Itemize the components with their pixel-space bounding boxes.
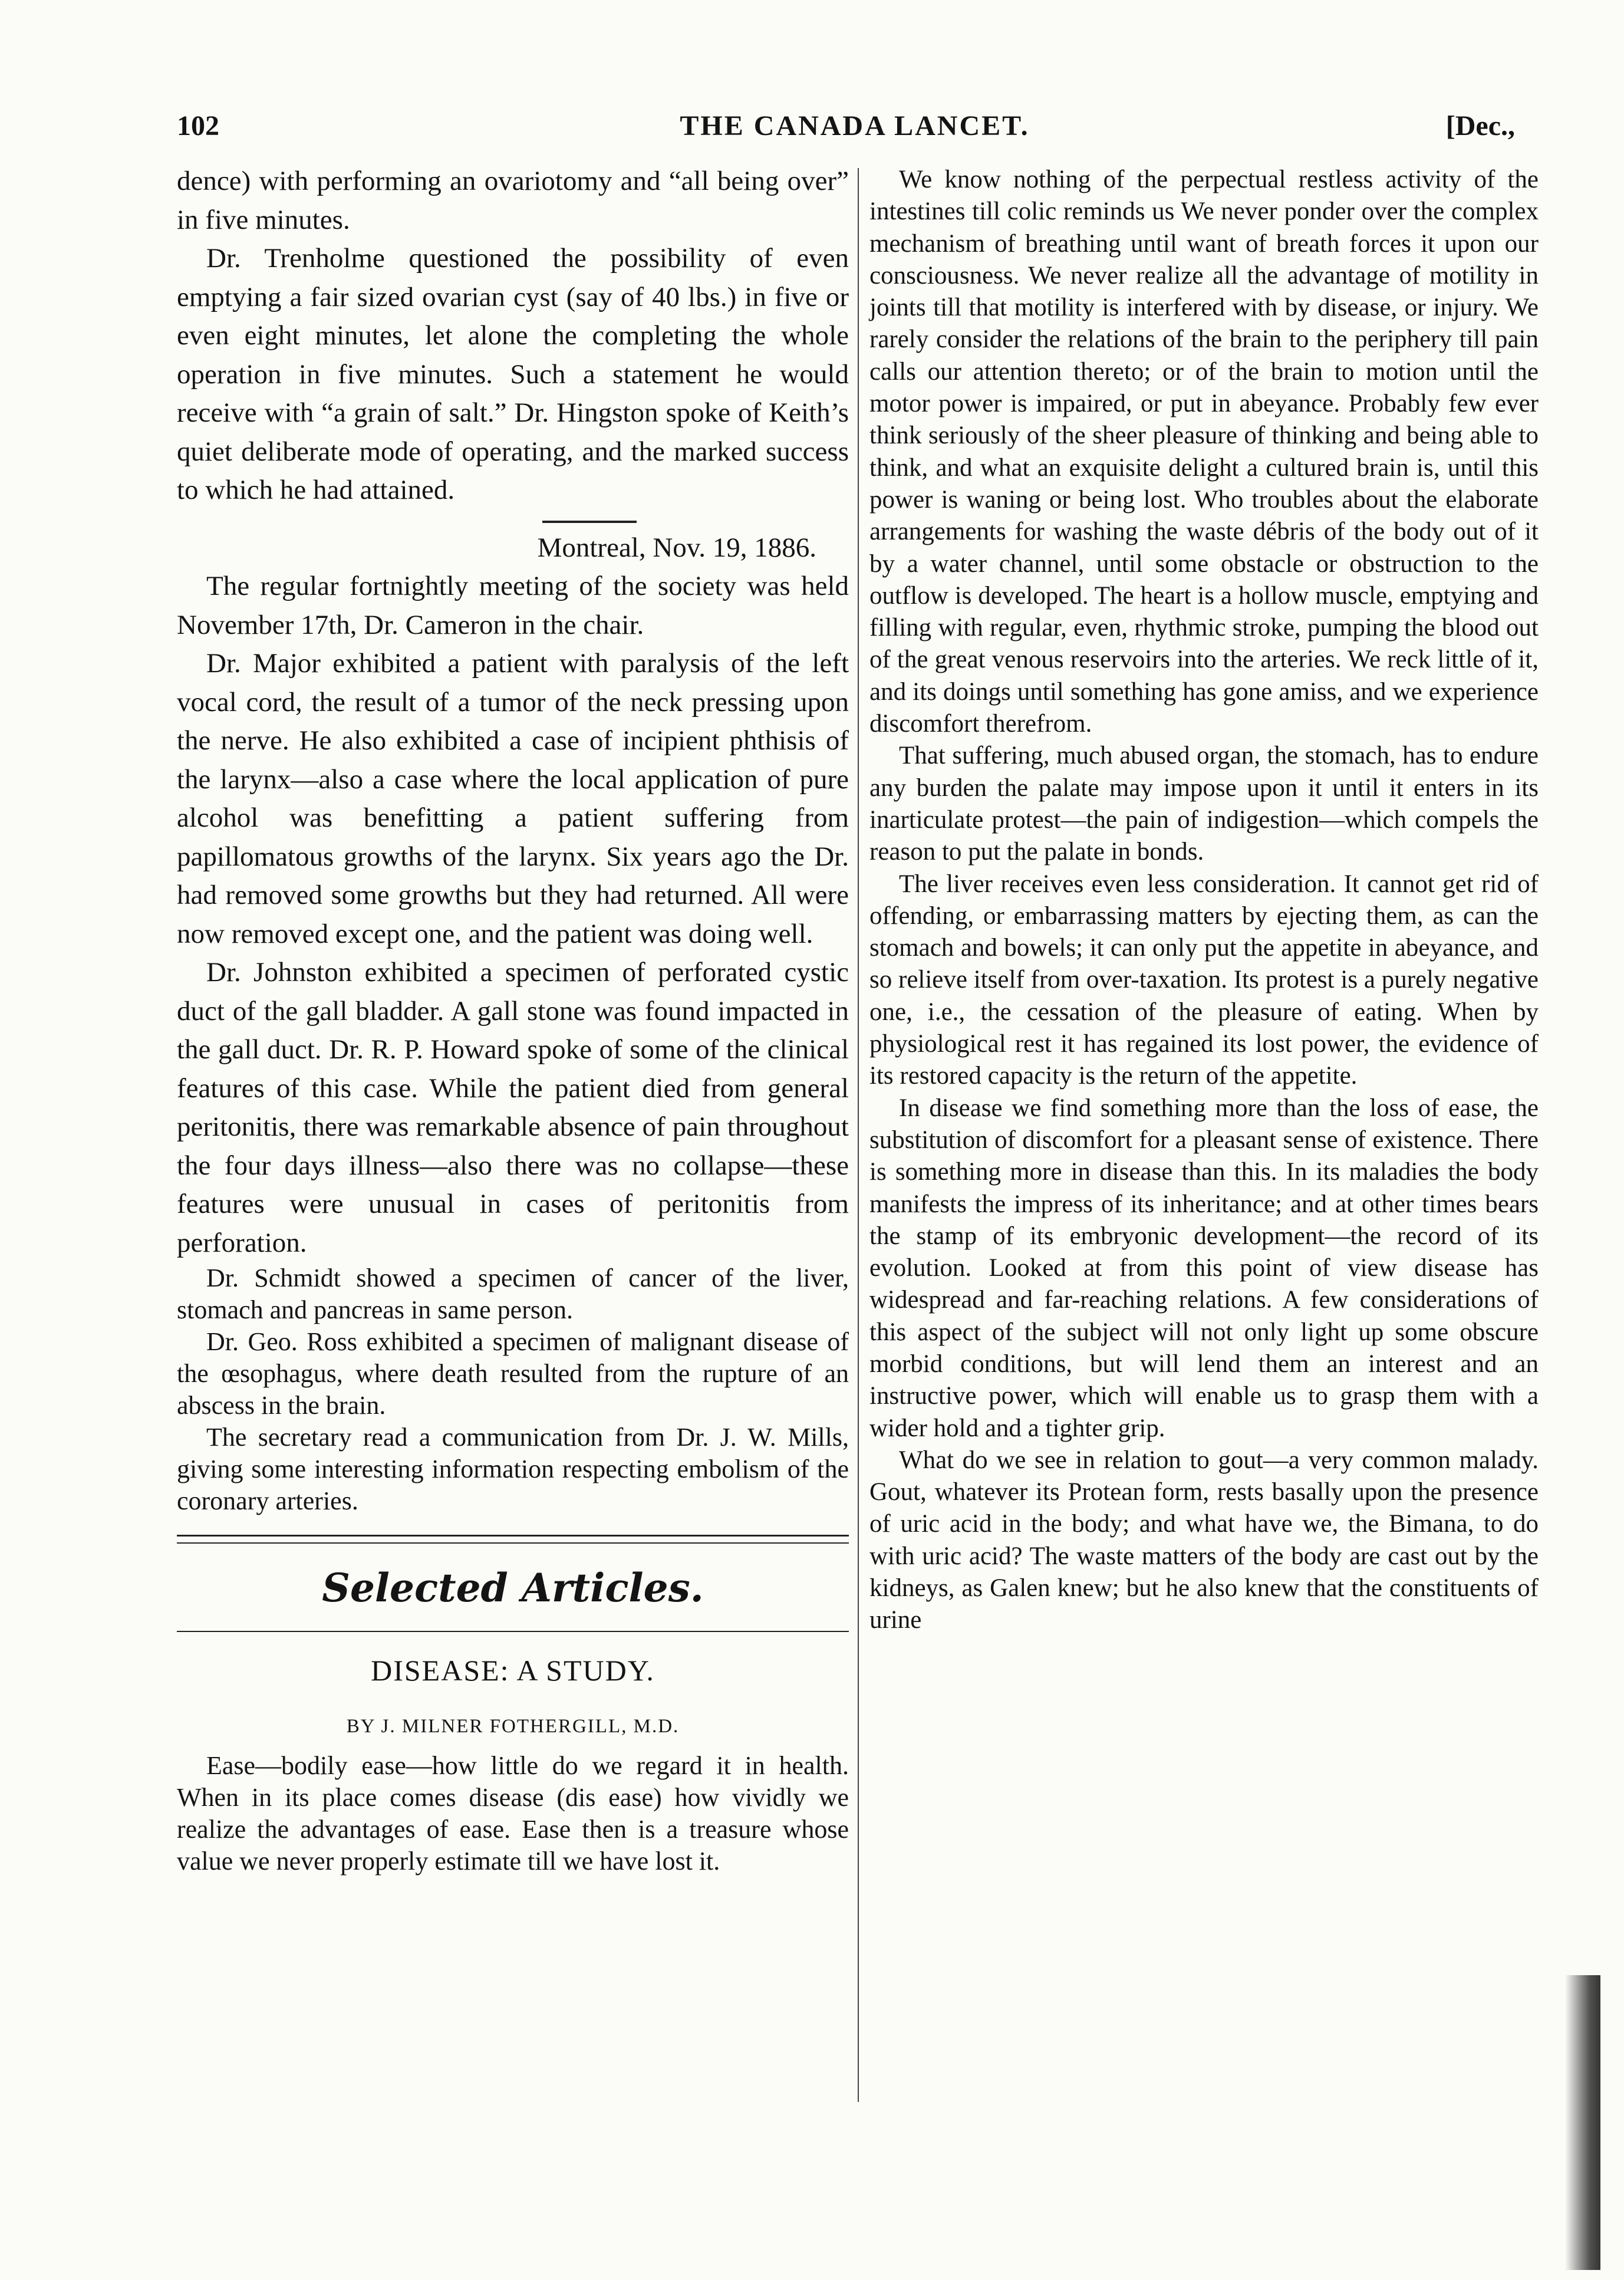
- paragraph: In disease we find something more than the loss of ease, the substitution of discomfort for a pleasant sense of existence. There is something more in disease than this. In its maladies the body manifests the impress of its inheritance; and at other times bears the stamp of its embryonic development—the record of its evolution. Looked at from this point of view disease has widespread and far-reaching relations. A few considerations of this aspect of the subject will not only light up some obscure morbid conditions, but will lend them an interest and an instructive power, which will enable us to grasp them with a wider hold and a tighter grip.: [869, 1094, 1539, 1442]
- paragraph: The liver receives even less consideration. It cannot get rid of offending, or embarrassing matters by ejecting them, as can the stomach and bowels; it can only put the appetite in abeyance, and so relieve itself from over-taxation. Its protest is a purely negative one, i.e., the cessation of the pleasure of eating. When by physiological rest it has regained its lost power, the evidence of its restored capacity is the return of the appetite.: [869, 870, 1539, 1090]
- running-month: [Dec.,: [1445, 110, 1515, 142]
- double-rule-bottom: [177, 1542, 849, 1544]
- paragraph: Dr. Trenholme questioned the possibility of even emptying a fair sized ovarian cyst (say of 40 lbs.) in five or even eight minutes, let alone the completing the whole operation in five minutes. Such a statement he would receive with “a grain of salt.” Dr. Hingston spoke of Keith’s quiet deliberate mode of operating, and the marked success to which he had attained.: [177, 243, 849, 505]
- article-byline: BY J. MILNER FOTHERGILL, M.D.: [346, 1716, 680, 1737]
- paragraph: Dr. Geo. Ross exhibited a specimen of malignant disease of the œsophagus, where death resulted from the rupture of an abscess in the brain.: [177, 1327, 849, 1420]
- heading-rule: [177, 1631, 849, 1632]
- paragraph: The regular fortnightly meeting of the society was held November 17th, Dr. Cameron in the chair.: [177, 571, 849, 640]
- right-column: [869, 164, 1539, 1637]
- double-rule-top: [177, 1535, 849, 1537]
- article-intro: Ease—bodily ease—how little do we regard it in health. When in its place comes disease (dis ease) how vividly we realize the advantages of ease. Ease then is a treasure whose value we never properly estimate till we have lost it.: [177, 1751, 849, 1876]
- journal-title: THE CANADA LANCET.: [680, 110, 1030, 142]
- paragraph: Dr. Schmidt showed a specimen of cancer of the liver, stomach and pancreas in same person.: [177, 1264, 849, 1324]
- paragraph: What do we see in relation to gout—a very common malady. Gout, whatever its Protean form, rests basally upon the presence of uric acid in the body; and what have we, the Bimana, to do with uric acid? The waste matters of the body are cast out by the kidneys, as Galen knew; but he also knew that the constituents of urine: [869, 1446, 1539, 1634]
- paragraph: Dr. Major exhibited a patient with paralysis of the left vocal cord, the result of a tumor of the neck pressing upon the nerve. He also exhibited a case of incipient phthisis of the larynx—also a case where the local application of pure alcohol was benefitting a patient suffering from papillomatous growths of the larynx. Six years ago the Dr. had removed some growths but they had returned. All were now removed except one, and the patient was doing well.: [177, 648, 849, 949]
- scan-edge-shadow: [1565, 1975, 1600, 2270]
- dateline: Montreal, Nov. 19, 1886.: [537, 532, 816, 563]
- column-divider: [858, 168, 859, 2102]
- paragraph: Dr. Johnston exhibited a specimen of perforated cystic duct of the gall bladder. A gall stone was found impacted in the gall duct. Dr. R. P. Howard spoke of some of the clinical features of this case. While the patient died from general peritonitis, there was remarkable absence of pain throughout the four days illness—also there was no collapse—these features were unusual in cases of peritonitis from perforation.: [177, 957, 849, 1258]
- left-column: [177, 162, 849, 1877]
- page-header: [177, 110, 1533, 157]
- paragraph: That suffering, much abused organ, the stomach, has to endure any burden the palate may impose upon it until it enters in its inarticulate protest—the pain of indigestion—which compels the reason to put the palate in bonds.: [869, 742, 1539, 866]
- paragraph: dence) with performing an ovariotomy and “all being over” in five minutes.: [177, 166, 849, 235]
- page-number: 102: [177, 110, 219, 142]
- section-heading: Selected Articles.: [322, 1565, 704, 1611]
- separator-rule: [542, 521, 637, 523]
- article-title: DISEASE: A STUDY.: [371, 1654, 655, 1687]
- paragraph: The secretary read a communication from Dr. J. W. Mills, giving some interesting information respecting embolism of the coronary arteries.: [177, 1423, 849, 1515]
- paragraph: We know nothing of the perpectual restless activity of the intestines till colic reminds us We never ponder over the complex mechanism of breathing until want of breath forces it upon our consciousness. We never realize all the advantage of motility in joints till that motility is interfered with by disease, or injury. We rarely consider the relations of the brain to the periphery till pain calls our attention thereto; or of the brain to motion until the motor power is impaired, or put in abeyance. Probably few ever think seriously of the sheer pleasure of thinking and being able to think, and what an exquisite delight a cultured brain is, until this power is waning or being lost. Who troubles about the elaborate arrangements for washing the waste débris of the body out of it by a water channel, until some obstacle or obstruction to the outflow is developed. The heart is a hollow muscle, emptying and filling with regular, even, rhythmic stroke, pumping the blood out of the great venous reservoirs into the arteries. We reck little of it, and its doings until something has gone amiss, and we experience discomfort therefrom.: [869, 166, 1539, 738]
